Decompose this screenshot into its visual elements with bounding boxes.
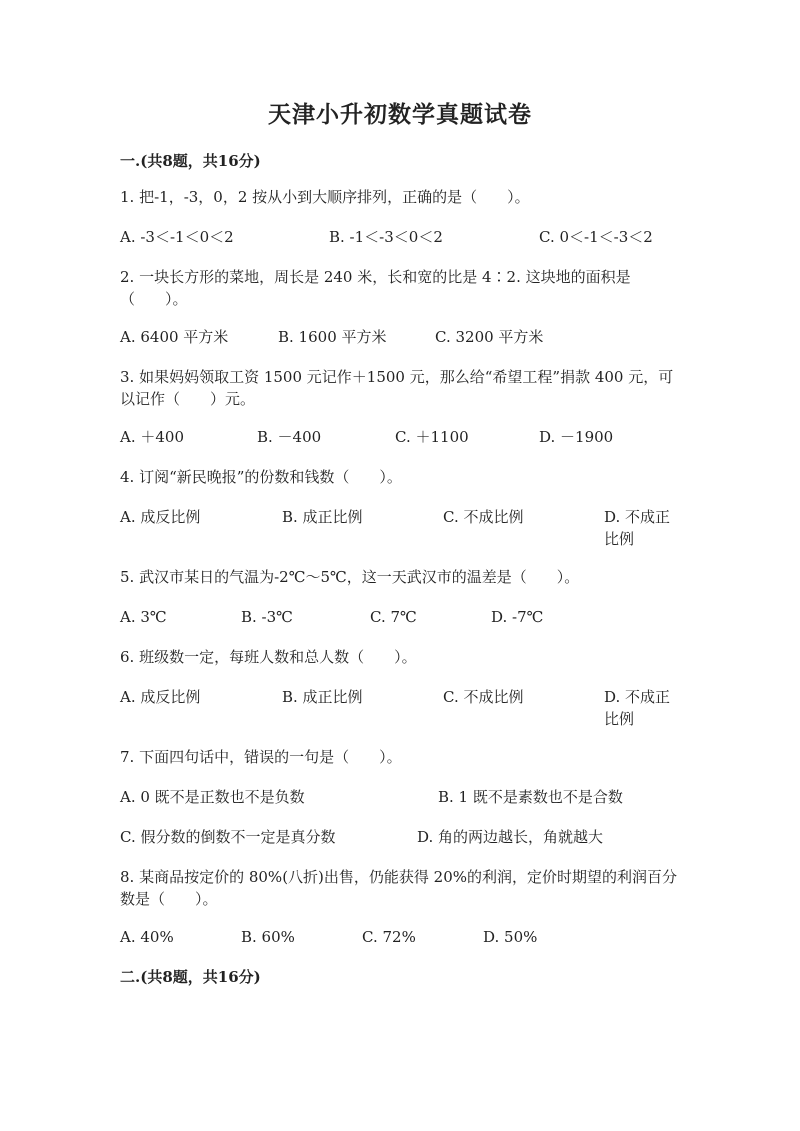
options-3 bbox=[120, 426, 680, 470]
option-5c: C. 7℃ bbox=[370, 608, 417, 626]
option-2a: A. 6400 平方米 bbox=[120, 328, 229, 346]
option-8c: C. 72% bbox=[362, 928, 416, 946]
section-heading-1: 一.(共8题，共16分) bbox=[120, 152, 261, 170]
option-1a: A. -3＜-1＜0＜2 bbox=[120, 228, 234, 246]
option-7c: C. 假分数的倒数不一定是真分数 bbox=[120, 828, 336, 846]
option-8b: B. 60% bbox=[241, 928, 295, 946]
question-1: 1. 把-1，-3，0，2 按从小到大顺序排列，正确的是（ ）。 bbox=[120, 188, 530, 206]
section-heading-2: 二.(共8题，共16分) bbox=[120, 968, 261, 986]
options-7-row1 bbox=[120, 786, 680, 830]
option-6c: C. 不成比例 bbox=[443, 688, 524, 706]
option-5b: B. -3℃ bbox=[241, 608, 293, 626]
option-4d: D. 不成正比例 bbox=[604, 508, 671, 548]
question-6: 6. 班级数一定，每班人数和总人数（ ）。 bbox=[120, 648, 417, 666]
option-1c: C. 0＜-1＜-3＜2 bbox=[539, 228, 653, 246]
options-7-row2 bbox=[120, 826, 680, 870]
options-4 bbox=[120, 506, 680, 550]
page-title: 天津小升初数学真题试卷 bbox=[268, 101, 532, 128]
question-2: 2. 一块长方形的菜地，周长是 240 米，长和宽的比是 4∶2. 这块地的面积是（ ）。 bbox=[120, 268, 631, 308]
option-7d: D. 角的两边越长，角就越大 bbox=[417, 828, 604, 846]
option-8d: D. 50% bbox=[483, 928, 538, 946]
option-8a: A. 40% bbox=[120, 928, 174, 946]
question-7: 7. 下面四句话中，错误的一句是（ ）。 bbox=[120, 748, 402, 766]
option-6b: B. 成正比例 bbox=[282, 688, 363, 706]
option-7b: B. 1 既不是素数也不是合数 bbox=[438, 788, 623, 806]
question-4: 4. 订阅“新民晚报”的份数和钱数（ ）。 bbox=[120, 468, 402, 486]
option-7a: A. 0 既不是正数也不是负数 bbox=[120, 788, 305, 806]
option-6d: D. 不成正比例 bbox=[604, 688, 671, 728]
option-5a: A. 3℃ bbox=[120, 608, 167, 626]
options-2 bbox=[120, 326, 680, 370]
question-5: 5. 武汉市某日的气温为-2℃～5℃，这一天武汉市的温差是（ ）。 bbox=[120, 568, 580, 586]
option-4c: C. 不成比例 bbox=[443, 508, 524, 526]
option-5d: D. -7℃ bbox=[491, 608, 544, 626]
option-2c: C. 3200 平方米 bbox=[435, 328, 544, 346]
question-3: 3. 如果妈妈领取工资 1500 元记作＋1500 元，那么给“希望工程”捐款 400 元，可以记作（ ）元。 bbox=[120, 368, 674, 408]
option-2b: B. 1600 平方米 bbox=[278, 328, 387, 346]
options-1 bbox=[120, 226, 680, 270]
option-3b: B. －400 bbox=[257, 428, 322, 446]
options-6 bbox=[120, 686, 680, 730]
option-4a: A. 成反比例 bbox=[120, 508, 201, 526]
option-3a: A. ＋400 bbox=[120, 428, 184, 446]
option-4b: B. 成正比例 bbox=[282, 508, 363, 526]
options-8 bbox=[120, 926, 680, 970]
option-3d: D. －1900 bbox=[539, 428, 614, 446]
option-3c: C. ＋1100 bbox=[395, 428, 469, 446]
options-5 bbox=[120, 606, 680, 650]
option-1b: B. -1＜-3＜0＜2 bbox=[329, 228, 443, 246]
option-6a: A. 成反比例 bbox=[120, 688, 201, 706]
question-8: 8. 某商品按定价的 80%(八折)出售，仍能获得 20%的利润，定价时期望的利润百分数是（ ）。 bbox=[120, 868, 678, 908]
